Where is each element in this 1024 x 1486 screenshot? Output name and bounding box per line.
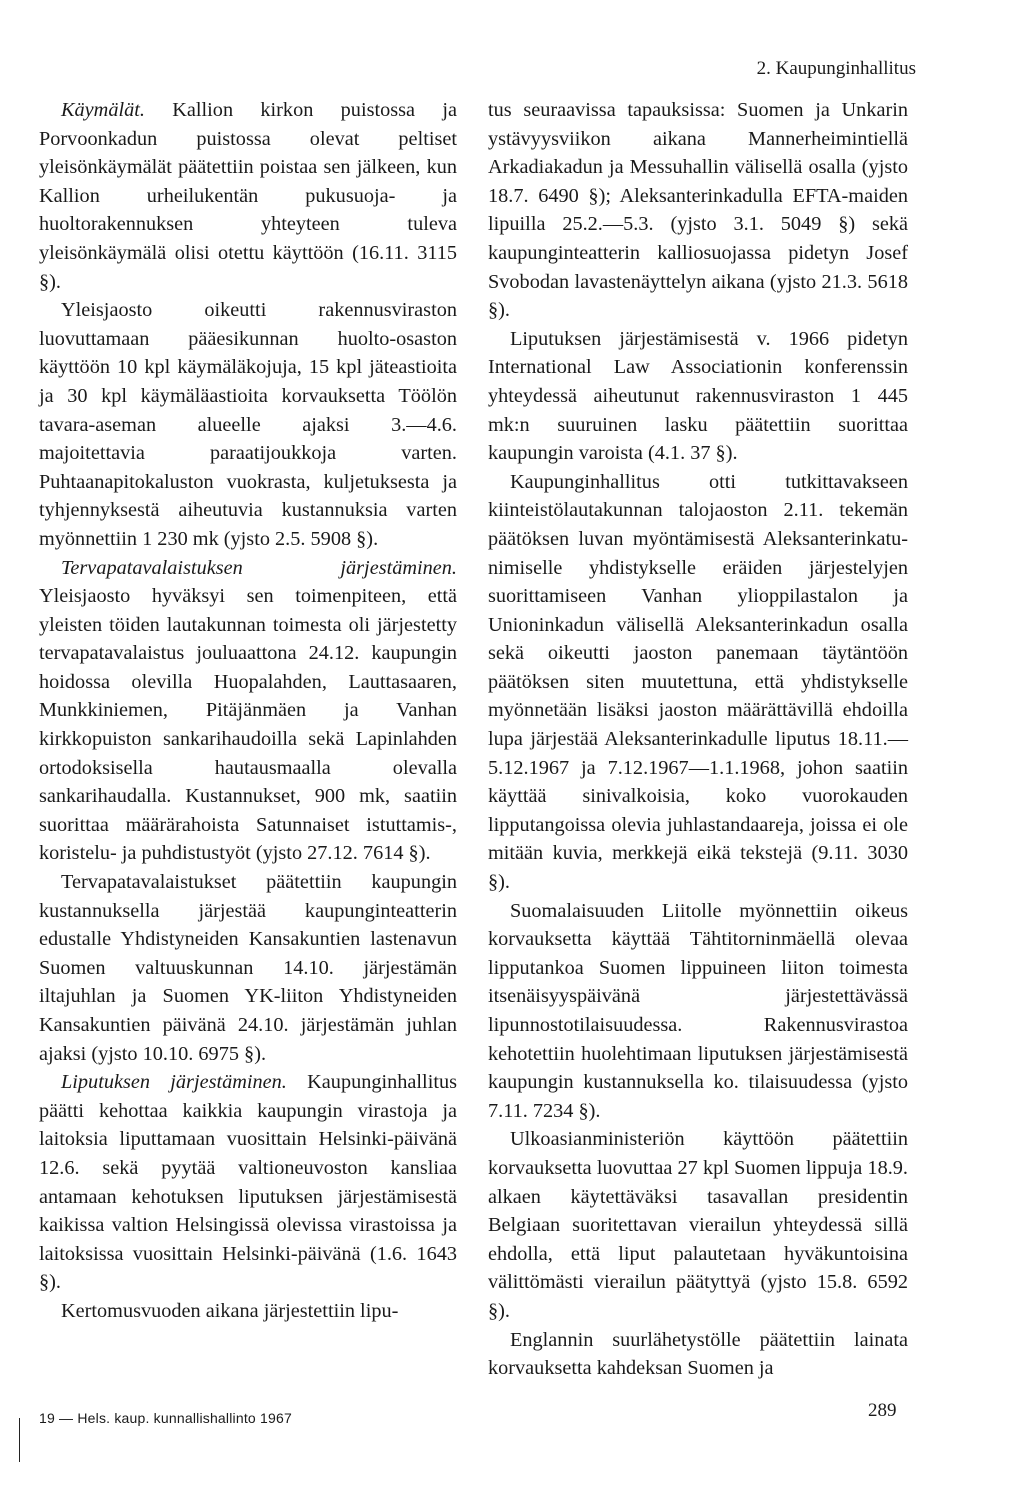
paragraph-tervapatavalaistus	[39, 554, 457, 869]
footer-signature: 19 — Hels. kaup. kunnallishallinto 1967	[39, 1410, 292, 1426]
paragraph-text: Kallion kirkon puistossa ja Porvoonkadun puistossa olevat peltiset yleisönkäymälät päätettiin poistaa sen jälkeen, kun Kallion urheilukentän pukusuoja- ja huoltorakennuksen yhteyteen tuleva yleisönkäymälä olisi otettu käyttöön (16.11. 3115 §).	[39, 99, 457, 293]
paragraph-kertomusvuosi: Kertomusvuoden aikana järjestettiin lipu-	[61, 1299, 399, 1322]
left-column	[39, 96, 457, 1326]
right-column	[488, 96, 908, 1383]
paragraph-liputus	[39, 1068, 457, 1297]
page-number: 289	[868, 1400, 897, 1421]
paragraph-ila-konferenssi: Liputuksen järjestämisestä v. 1966 pidetyn International Law Associationin konferenssin yhteydessä aiheutunut rakennusviraston 1 445 mk:n suuruinen lasku päätettiin suorittaa kaupungin varoista (4.1. 37 §).	[488, 327, 908, 465]
section-title-kaymalat: Käymälät.	[61, 99, 145, 121]
paragraph-englannin-suurlahetysto: Englannin suurlähetystölle päätettiin lainata korvauksetta kahdeksan Suomen ja	[488, 1328, 908, 1380]
section-title-liputus: Liputuksen järjestäminen.	[61, 1071, 287, 1094]
paragraph-ulkoasiainministerio: Ulkoasianministeriön käyttöön päätettiin korvauksetta luovuttaa 27 kpl Suomen lippuja 18.9. alkaen käytettäväksi tasavallan presidentin Belgiaan suoritettavan vierailun yhteydessä sillä ehdolla, että liput palautetaan hyväkuntoisina välittömästi vierailun päätyttyä (yjsto 15.8. 6592 §).	[488, 1128, 908, 1322]
paragraph-text: Kaupunginhallitus päätti kehottaa kaikkia kaupungin virastoja ja laitoksia liputtamaan vuosittain Helsinki-päivänä 12.6. sekä pyytää valtioneuvoston kansliaa antamaan kehotuksen liputuksen järjestämisestä kaikissa valtion Helsingissä olevissa virastoissa ja laitoksissa vuosittain Helsinki-päivänä (1.6. 1643 §).	[39, 1071, 457, 1294]
paragraph-kaymalat	[39, 96, 457, 296]
running-header: 2. Kaupunginhallitus	[756, 58, 916, 79]
paragraph-tervapatavalaistukset: Tervapatavalaistukset päätettiin kaupungin kustannuksella järjestää kaupunginteatterin edustalle Yhdistyneiden Kansakuntien lastenavun Suomen valtuuskunnan 14.10. järjestämän iltajuhlan ja Suomen YK-liiton Yhdistyneiden Kansakuntien päivänä 24.10. järjestämän juhlan ajaksi (yjsto 10.10. 6975 §).	[39, 871, 457, 1065]
margin-rule	[19, 1418, 20, 1462]
paragraph-yleisjaosto: Yleisjaosto oikeutti rakennusviraston luovuttamaan pääesikunnan huolto-osaston käyttöön 10 kpl käymäläkojuja, 15 kpl jäteastioita ja 30 kpl käymäläastioita korvauksetta Töölön tavara-aseman alueelle ajaksi 3.—4.6. majoitettavia paraatijoukkoja varten. Puhtaanapitokaluston vuokrasta, kuljetuksesta ja tyhjennyksestä aiheutuvia kustannuksia varten myönnettiin 1 230 mk (yjsto 2.5. 5908 §).	[39, 299, 457, 550]
paragraph-aleksanterinkatu: Kaupunginhallitus otti tutkittavakseen kiinteistölautakunnan talojaoston 2.11. tekemän päätöksen luvan myöntämisestä Aleksanterinkatu-nimiselle yhdistykselle eräiden järjestelyjen suorittamiseen Vanhan ylioppilastalon ja Unioninkadun välisellä Aleksanterinkadun osalla sekä oikeutti jaoston panemaan täytäntöön päätöksen siten muutettuna, että yhdistykselle myönnetään lisäksi jaoston määrättävillä ehdoilla lupa järjestää Aleksanterinkadulle liputus 18.11.—5.12.1967 ja 7.12.1967—1.1.1968, johon saatiin käyttää sinivalkoisia, koko vuorokauden lipputangoissa olevia juhlastandaareja, joissa ei ole mitään kuvia, merkkejä eikä tekstejä (9.11. 3030 §).	[488, 470, 908, 894]
paragraph-text: Yleisjaosto hyväksyi sen toimenpiteen, että yleisten töiden lautakunnan toimesta oli järjestetty tervapatavalaistus jouluaattona 24.12. kaupungin hoidossa olevilla Huopalahden, Lauttasaaren, Munkkiniemen, Pitäjänmäen ja Vanhan kirkkopuiston sankarihaudoilla sekä Lapinlahden ortodoksisella hautausmaalla olevalla sankarihaudalla. Kustannukset, 900 mk, saatiin suorittaa määrärahoista Satunnaiset istuttamis-, koristelu- ja puhdistustyöt (yjsto 27.12. 7614 §).	[39, 585, 457, 865]
paragraph-suomalaisuuden-liitto: Suomalaisuuden Liitolle myönnettiin oikeus korvauksetta käyttää Tähtitorninmäellä olevaa lipputankoa Suomen lippuineen liiton toimesta itsenäisyyspäivänä järjestettävässä lipunnostotilaisuudessa. Rakennusvirastoa kehotettiin huolehtimaan liputuksen järjestämisestä kaupungin kustannuksella ko. tilaisuudessa (yjsto 7.11. 7234 §).	[488, 899, 908, 1122]
section-title-tervapatavalaistus: Tervapatavalaistuksen järjestäminen.	[61, 556, 457, 579]
paragraph-liputus-continued: tus seuraavissa tapauksissa: Suomen ja Unkarin ystävyysviikon aikana Mannerheimintiellä Arkadiakadun ja Messuhallin välisellä osalla (yjsto 18.7. 6490 §); Aleksanterinkadulla EFTA-maiden lipuilla 25.2.—5.3. (yjsto 3.1. 5049 §) sekä kaupunginteatterin kalliosuojassa pidetyn Josef Svobodan lavastenäyttelyn aikana (yjsto 21.3. 5618 §).	[488, 99, 908, 322]
